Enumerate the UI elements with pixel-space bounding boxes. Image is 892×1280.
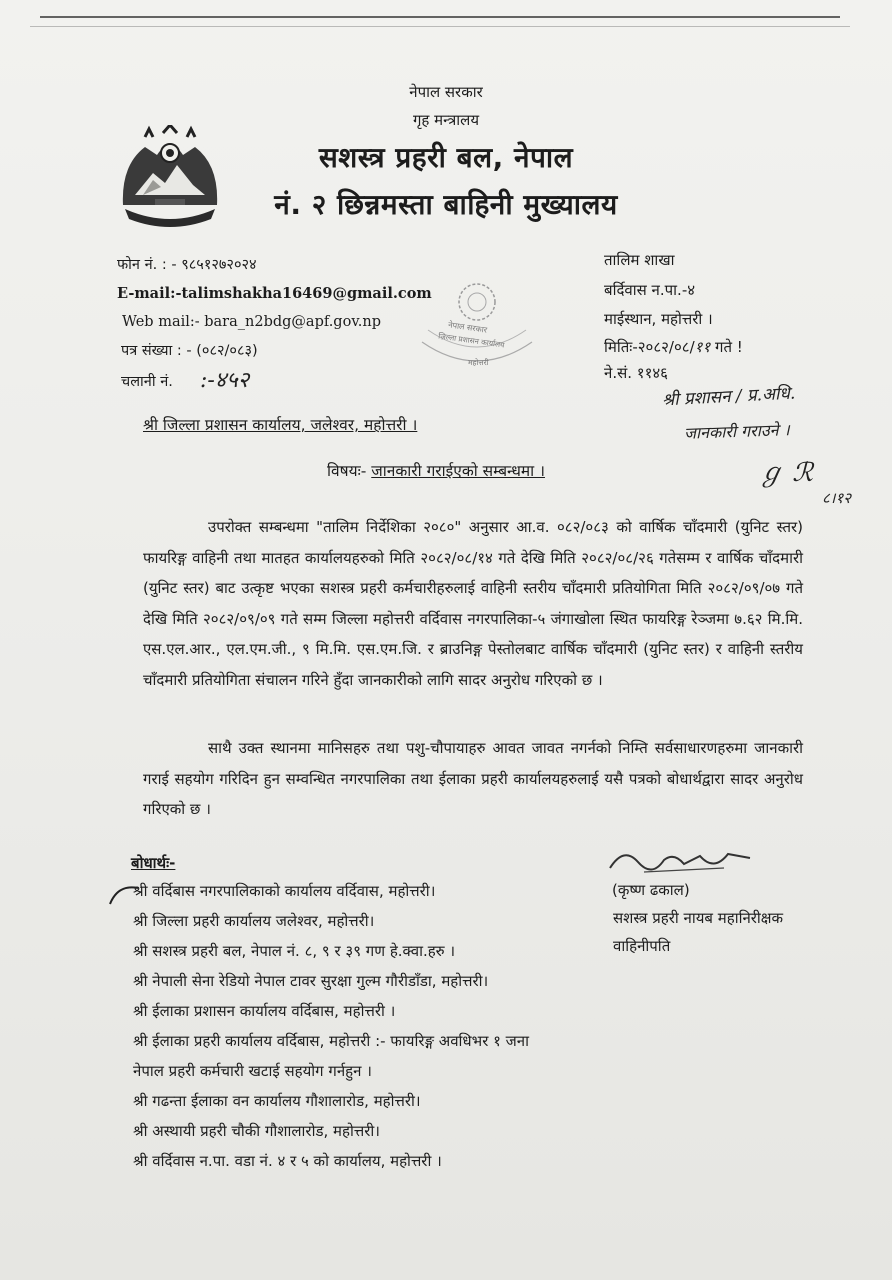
subject-line [327,459,545,481]
list-item: नेपाल प्रहरी कर्मचारी खटाई सहयोग गर्नहुन । [133,1062,372,1080]
stamp-top: नेपाल सरकार [447,320,488,335]
list-item: श्री वर्दिबास नगरपालिकाको कार्यालय वर्दिवास, महोत्तरी। [133,882,436,900]
ministry-name: गृह मन्त्रालय [412,111,480,129]
date-suffix: गते ! [715,338,743,356]
patra-sankhya: पत्र संख्या : - (०८२/०८३) [121,343,258,359]
chalani-label: चलानी नं. [121,374,173,390]
cc-list [133,876,653,1176]
date-prefix: मितिः-२०८२/०८/ [604,338,695,356]
handwritten-note-2: जानकारी गराउने । [683,420,790,443]
handwritten-number: ८।१२ [822,489,852,507]
list-item: श्री जिल्ला प्रहरी कार्यालय जलेश्वर, महोत्तरी। [133,912,375,930]
list-item: श्री वर्दिवास न.पा. वडा नं. ४ र ५ को कार्यालय, महोत्तरी । [133,1152,442,1170]
office-address-2: माईस्थान, महोत्तरी । [604,310,713,328]
list-item: श्री नेपाली सेना रेडियो नेपाल टावर सुरक्षा गुल्म गौरीडाँडा, महोत्तरी। [133,972,489,990]
handwritten-initials: ℊ ℛ [758,458,814,488]
web-line: Web mail:- bara_n2bdg@apf.gov.np [122,314,382,330]
chalani-handwritten: :-४५२ [200,368,250,393]
list-item: श्री अस्थायी प्रहरी चौकी गौशालारोड, महोत्तरी। [133,1122,380,1140]
stamp-mid: ज़िल्ला प्रशासन कार्यालय [437,331,506,350]
list-item: श्री सशस्त्र प्रहरी बल, नेपाल नं. ८, ९ र ३९ गण हे.क्वा.हरु । [133,942,456,960]
email-line: E-mail:-talimshakha16469@gmail.com [117,285,432,302]
subject-text: जानकारी गराईएको सम्बन्धमा । [371,462,545,480]
office-address-1: बर्दिवास न.पा.-४ [604,281,696,299]
branch-name: तालिम शाखा [604,251,675,269]
signatory-role: वाहिनीपति [613,937,671,955]
list-item: श्री ईलाका प्रशासन कार्यालय वर्दिबास, महोत्तरी । [133,1002,396,1020]
phone-line: फोन नं. : - ९८५१२७२०२४ [117,257,257,273]
signature-scribble-icon [604,842,754,878]
subject-label: विषयः- [327,462,367,480]
cc-heading: बोधार्थः- [131,854,176,872]
addressee: श्री जिल्ला प्रशासन कार्यालय, जलेश्वर, महोत्तरी । [143,416,418,434]
body-paragraph-2: साथै उक्त स्थानमा मानिसहरु तथा पशु-चौपायाहरु आवत जावत नगर्नको निम्ति सर्वसाधारणहरुमा जानकारी गराई सहयोग गरिदिन हुन सम्वन्धित नगरपालिका तथा ईलाका प्रहरी कार्यालयहरुलाई यसै पत्रको बोधार्थद्वारा सादर अनुरोध गरिएको छ । [143,739,803,818]
handwritten-note-1: श्री प्रशासन / प्र.अधि. [661,383,796,411]
top-rule-faint [30,26,850,27]
nepal-sambat: ने.सं. ११४६ [604,364,668,382]
gov-name: नेपाल सरकार [409,83,483,101]
hq-name: नं. २ छिन्नमस्ता बाहिनी मुख्यालय [274,188,618,221]
stamp-bottom: महोत्तरी [468,358,489,367]
list-item: श्री गढन्ता ईलाका वन कार्यालय गौशालारोड, महोत्तरी। [133,1092,421,1110]
signatory-title: सशस्त्र प्रहरी नायब महानिरीक्षक [613,909,784,927]
list-item: श्री ईलाका प्रहरी कार्यालय वर्दिबास, महोत्तरी :- फायरिङ्ग अवधिभर १ जना [133,1032,530,1050]
top-rule [40,16,840,18]
body-paragraph-1: उपरोक्त सम्बन्धमा "तालिम निर्देशिका २०८०" अनुसार आ.व. ०८२/०८३ को वार्षिक चाँदमारी (युनिट स्तर) फायरिङ्ग वाहिनी तथा मातहत कार्यालयहरुको मिति २०८२/०८/१४ गते देखि मिति २०८२/०८/२६ गतेसम्म र वार्षिक चाँदमारी (युनिट स्तर) बाट उत्कृष्ट भएका सशस्त्र प्रहरी कर्मचारीहरुलाई वाहिनी स्तरीय चाँदमारी प्रतियोगिता मिति २०८२/०९/०७ गते देखि मिति २०८२/०९/०९ गते सम्म जिल्ला महोत्तरी वर्दिवास नगरपालिका-५ जंगाखोला स्थित फायरिङ्ग रेञ्जमा ७.६२ मि.मि. एस.एल.आर., एल.एम.जी., ९ मि.मि. एस.एम.जि. र ब्राउनिङ्ग पेस्तोलबाट वार्षिक चाँदमारी (युनिट स्तर) र वाहिनी स्तरीय चाँदमारी प्रतियोगिता संचालन गरिने हुँदा जानकारीको लागि सादर अनुरोध गरिएको छ । [143,518,803,689]
org-name: सशस्त्र प्रहरी बल, नेपाल [318,141,574,174]
date-handwritten: ११ [694,338,711,356]
letter-date [604,337,743,357]
cc-tick-mark-icon [108,880,148,910]
signatory-name: (कृष्ण ढकाल) [612,881,690,899]
